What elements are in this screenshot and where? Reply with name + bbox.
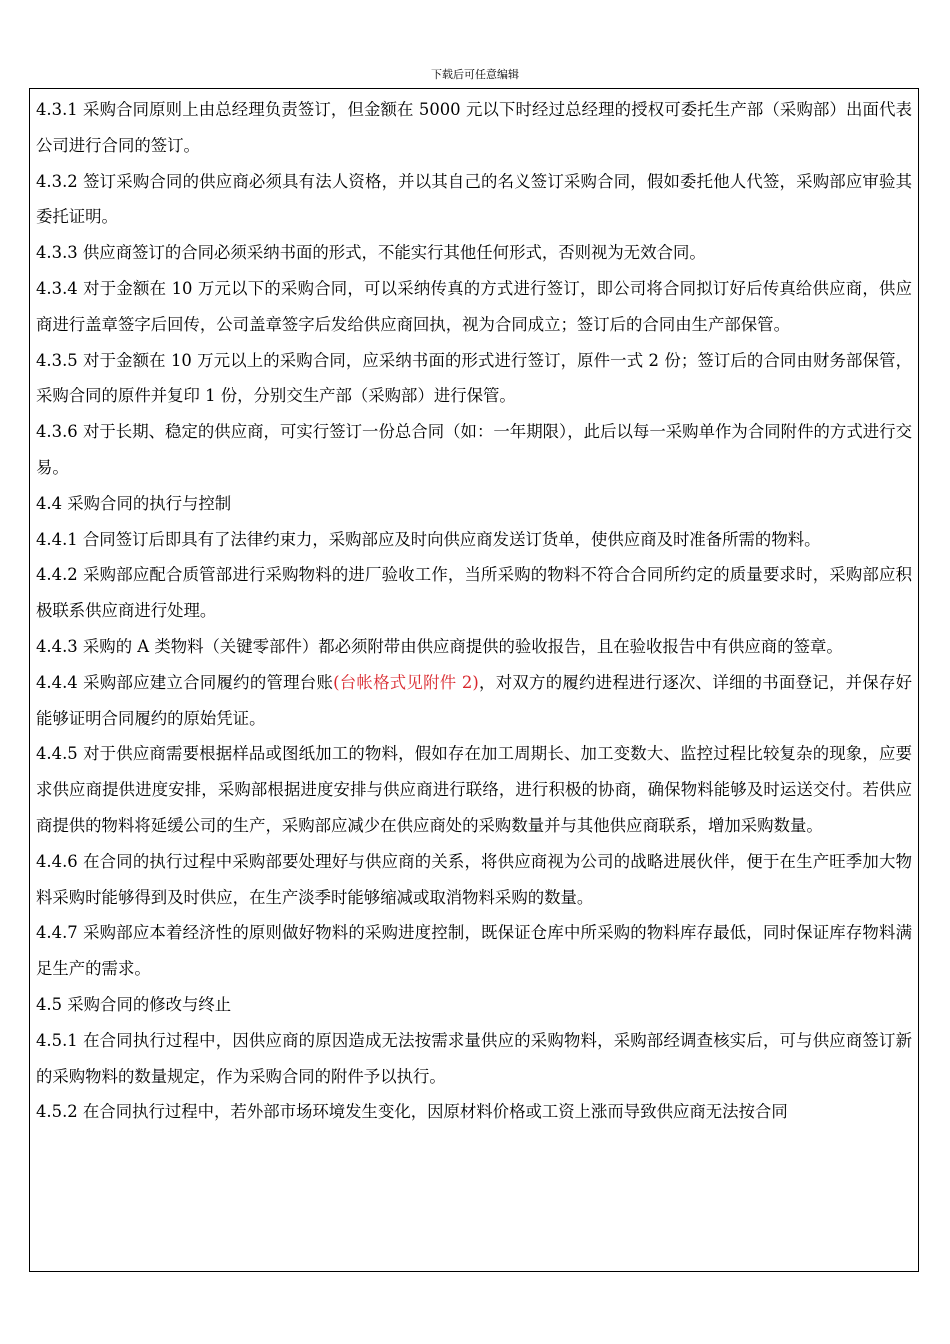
header-note: 下载后可任意编辑: [431, 68, 519, 81]
para-4-4-3: 4.4.3 采购的 A 类物料（关键零部件）都必须附带由供应商提供的验收报告，且在验收报告中有供应商的签章。: [36, 636, 843, 656]
section-heading-4-4: 4.4 采购合同的执行与控制: [36, 493, 232, 513]
para-4-4-4: [36, 665, 912, 737]
para-4-4-5: 4.4.5 对于供应商需要根据样品或图纸加工的物料，假如存在加工周期长、加工变数大、监控过程比较复杂的现象，应要求供应商提供进度安排，采购部根据进度安排与供应商进行联络，进行积极的协商，确保物料能够及时运送交付。若供应商提供的物料将延缓公司的生产，采购部应减少在供应商处的采购数量并与其他供应商联系，增加采购数量。: [36, 744, 912, 835]
para-4-4-2: 4.4.2 采购部应配合质管部进行采购物料的进厂验收工作，当所采购的物料不符合合同所约定的质量要求时，采购部应积极联系供应商进行处理。: [36, 565, 912, 621]
para-4-4-1: 4.4.1 合同签订后即具有了法律约束力，采购部应及时向供应商发送订货单，使供应商及时准备所需的物料。: [36, 529, 821, 549]
para-4-3-2: 4.3.2 签订采购合同的供应商必须具有法人资格，并以其自己的名义签订采购合同，假如委托他人代签，采购部应审验其委托证明。: [36, 171, 912, 227]
attachment-reference: (台帐格式见附件 2): [333, 672, 479, 692]
para-4-3-1: 4.3.1 采购合同原则上由总经理负责签订，但金额在 5000 元以下时经过总经理的授权可委托生产部（采购部）出面代表公司进行合同的签订。: [36, 100, 912, 155]
para-4-4-7: 4.4.7 采购部应本着经济性的原则做好物料的采购进度控制，既保证仓库中所采购的物料库存最低，同时保证库存物料满足生产的需求。: [36, 923, 912, 979]
para-4-3-4: 4.3.4 对于金额在 10 万元以下的采购合同，可以采纳传真的方式进行签订，即公司将合同拟订好后传真给供应商，供应商进行盖章签字后回传，公司盖章签字后发给供应商回执，视为合同成立；签订后的合同由生产部保管。: [36, 278, 912, 334]
para-4-3-6: 4.3.6 对于长期、稳定的供应商，可实行签订一份总合同（如：一年期限），此后以每一采购单作为合同附件的方式进行交易。: [36, 422, 912, 477]
para-4-5-1: 4.5.1 在合同执行过程中，因供应商的原因造成无法按需求量供应的采购物料，采购部经调查核实后，可与供应商签订新的采购物料的数量规定，作为采购合同的附件予以执行。: [36, 1030, 912, 1086]
para-4-4-4-start: 4.4.4 采购部应建立合同履约的管理台账: [36, 672, 334, 692]
content-box: [29, 88, 919, 1272]
section-heading-4-5: 4.5 采购合同的修改与终止: [36, 994, 232, 1014]
para-4-3-3: 4.3.3 供应商签订的合同必须采纳书面的形式，不能实行其他任何形式，否则视为无效合同。: [36, 243, 706, 263]
para-4-4-4-end: ，对双方的履约进程进行逐次、详细的书面登记，并保存好能够证明合同履约的原始凭证。: [36, 672, 913, 728]
para-4-4-6: 4.4.6 在合同的执行过程中采购部要处理好与供应商的关系，将供应商视为公司的战略进展伙伴，便于在生产旺季加大物料采购时能够得到及时供应，在生产淡季时能够缩减或取消物料采购的数量。: [36, 851, 912, 907]
para-4-5-2: 4.5.2 在合同执行过程中，若外部市场环境发生变化，因原材料价格或工资上涨而导致供应商无法按合同: [36, 1102, 788, 1122]
para-4-3-5: 4.3.5 对于金额在 10 万元以上的采购合同，应采纳书面的形式进行签订，原件一式 2 份；签订后的合同由财务部保管，采购合同的原件并复印 1 份，分别交生产部（采购部）进行保管。: [36, 350, 912, 406]
